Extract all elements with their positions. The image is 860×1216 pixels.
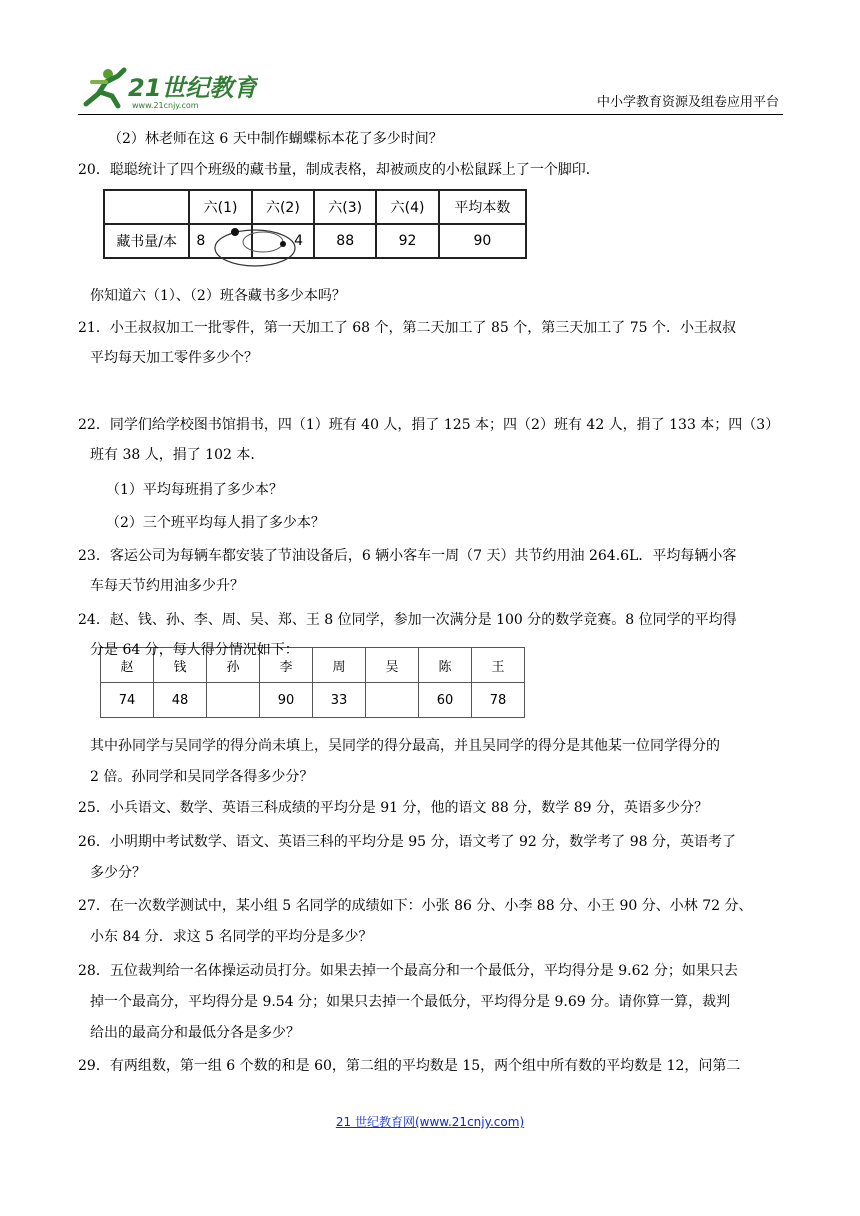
text-line: 21．小王叔叔加工一批零件，第一天加工了 68 个，第二天加工了 85 个，第三天加工了 75 个．小王叔叔 [78, 320, 736, 336]
page-header [78, 62, 783, 115]
svg-text:www.21cnjy.com: www.21cnjy.com [132, 101, 199, 110]
svg-text:21世纪教育: 21世纪教育 [128, 74, 258, 102]
text-line: 分是 64 分，每人得分情况如下： [90, 642, 299, 658]
student-name-cell: 吴 [366, 648, 419, 683]
text-line: 29．有两组数，第一组 6 个数的和是 60，第二组的平均数是 15，两个组中所有数的平均数是 12，问第二 [78, 1058, 741, 1074]
student-name-cell: 李 [260, 648, 313, 683]
footprint-smudge [205, 218, 305, 274]
value-cell: 4 [252, 224, 314, 258]
student-score-cell [366, 683, 419, 718]
text-line: 25．小兵语文、数学、英语三科成绩的平均分是 91 分，他的语文 88 分，数学 89 分，英语多少分？ [78, 800, 708, 816]
footer-link[interactable]: 21 世纪教育网(www.21cnjy.com) [335, 1115, 525, 1129]
book-table [103, 189, 527, 259]
student-score-cell: 90 [260, 683, 313, 718]
student-name-cell: 周 [313, 648, 366, 683]
text-line: 28．五位裁判给一名体操运动员打分。如果去掉一个最高分和一个最低分，平均得分是 9.62 分；如果只去 [78, 963, 738, 979]
text-line: 其中孙同学与吴同学的得分尚未填上，吴同学的得分最高，并且吴同学的得分是其他某一位同学得分的 [90, 738, 720, 754]
text-line: 26．小明期中考试数学、语文、英语三科的平均分是 95 分，语文考了 92 分，数学考了 98 分，英语考了 [78, 834, 736, 850]
text-line: 平均每天加工零件多少个？ [90, 350, 258, 366]
text-line: 你知道六（1）、（2）班各藏书多少本吗？ [90, 288, 346, 304]
value-cell: 90 [439, 224, 526, 258]
text-line: （2）林老师在这 6 天中制作蝴蝶标本花了多少时间？ [108, 131, 443, 147]
value-cell: 8 [189, 224, 251, 258]
logo-21cnjy [78, 64, 258, 112]
score-table-scores [101, 683, 525, 718]
student-score-cell: 60 [419, 683, 472, 718]
student-name-cell: 陈 [419, 648, 472, 683]
header-cell: 六(3) [314, 190, 376, 224]
student-name-cell: 孙 [207, 648, 260, 683]
header-cell: 六(1) [189, 190, 251, 224]
student-score-cell: 48 [154, 683, 207, 718]
text-line: 2 倍。孙同学和吴同学各得多少分？ [90, 769, 314, 785]
student-score-cell: 78 [472, 683, 525, 718]
text-line: 班有 38 人，捐了 102 本． [90, 447, 265, 463]
header-cell: 六(2) [252, 190, 314, 224]
student-name-cell: 钱 [154, 648, 207, 683]
text-line: 车每天节约用油多少升？ [90, 578, 244, 594]
book-table-header [104, 190, 526, 224]
text-line: 掉一个最高分，平均得分是 9.54 分；如果只去掉一个最低分，平均得分是 9.69 分。请你算一算，裁判 [90, 994, 731, 1010]
text-line: 22．同学们给学校图书馆捐书，四（1）班有 40 人，捐了 125 本；四（2）班有 42 人，捐了 133 本；四（3） [78, 417, 780, 433]
text-line: 小东 84 分．求这 5 名同学的平均分是多少？ [90, 929, 373, 945]
text-line: （2）三个班平均每人捐了多少本？ [106, 515, 325, 531]
row-label: 藏书量/本 [104, 224, 189, 258]
footer [0, 1113, 860, 1130]
text-line: 给出的最高分和最低分各是多少？ [90, 1025, 300, 1041]
platform-label: 中小学教育资源及组卷应用平台 [596, 95, 779, 110]
value-cell: 88 [314, 224, 376, 258]
student-name-cell: 王 [472, 648, 525, 683]
text-line: 24．赵、钱、孙、李、周、吴、郑、王 8 位同学，参加一次满分是 100 分的数学竞赛。8 位同学的平均得 [78, 612, 737, 628]
text-line: 20．聪聪统计了四个班级的藏书量，制成表格，却被顽皮的小松鼠踩上了一个脚印． [78, 162, 600, 178]
value-cell: 92 [376, 224, 438, 258]
book-table-row [104, 224, 526, 258]
text-line: 多少分？ [90, 865, 146, 881]
header-cell: 六(4) [376, 190, 438, 224]
text-line: （1）平均每班捐了多少本？ [106, 482, 283, 498]
text-line: 27．在一次数学测试中，某小组 5 名同学的成绩如下：小张 86 分、小李 88 分、小王 90 分、小林 72 分、 [78, 898, 753, 914]
student-score-cell: 33 [313, 683, 366, 718]
student-name-cell: 赵 [101, 648, 154, 683]
header-cell: 平均本数 [439, 190, 526, 224]
text-line: 23．客运公司为每辆车都安装了节油设备后，6 辆小客车一周（7 天）共节约用油 264.6L．平均每辆小客 [78, 548, 737, 564]
student-score-cell [207, 683, 260, 718]
header-cell [104, 190, 189, 224]
student-score-cell: 74 [101, 683, 154, 718]
